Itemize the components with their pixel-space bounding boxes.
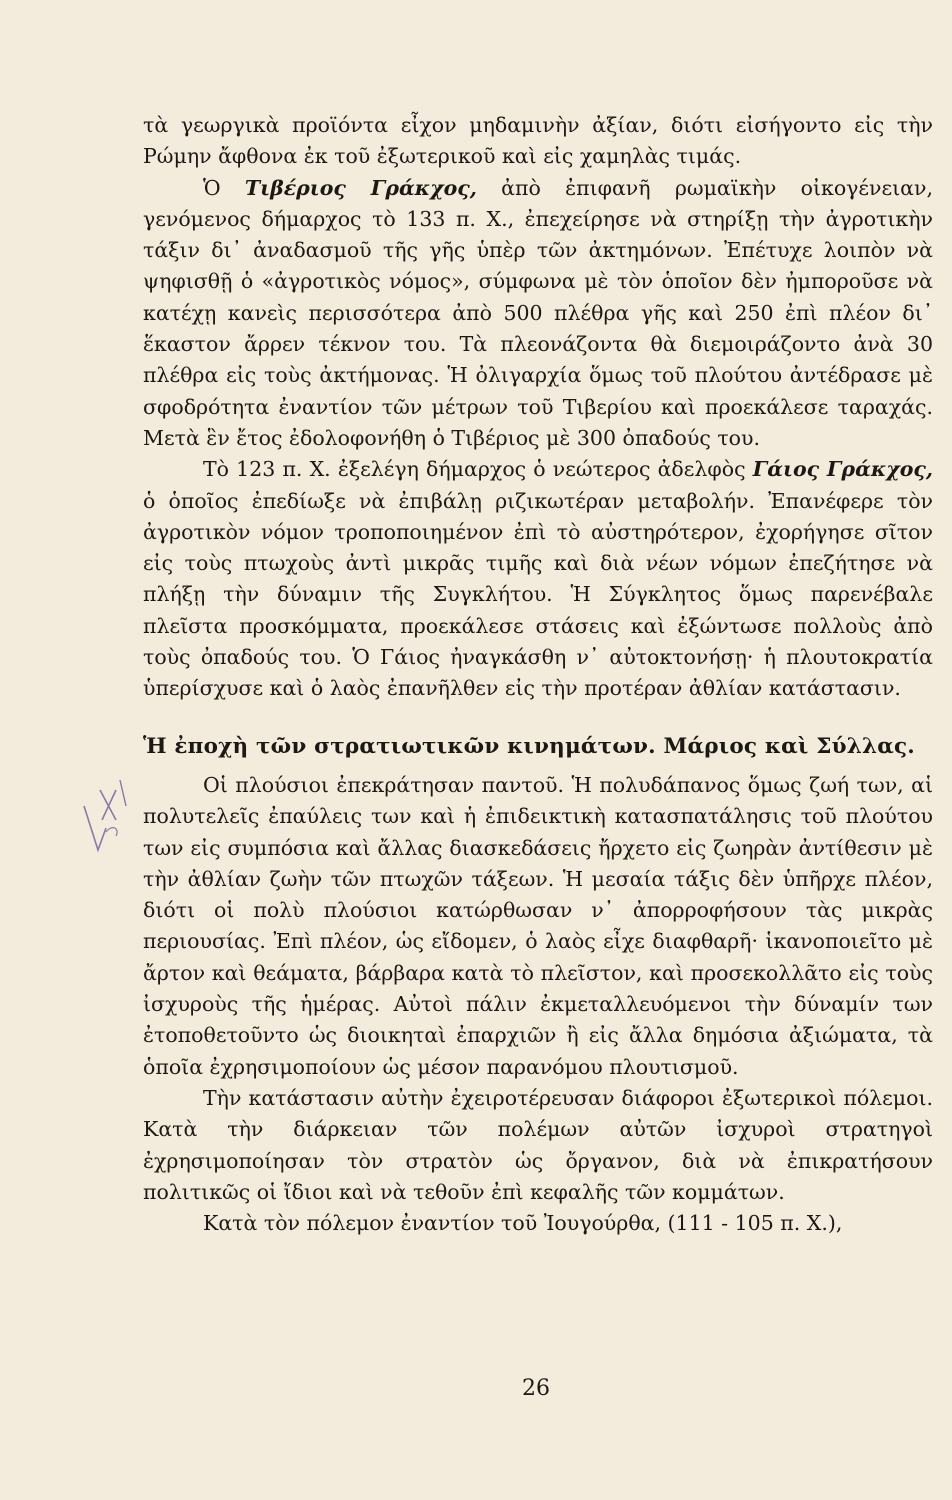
paragraph-lead: Τὸ 123 π. Χ. ἐξελέγη δήμαρχος ὁ νεώτερος ἀδελφὸς [203,457,753,482]
paragraph-text: Τὴν κατάστασιν αὐτὴν ἐχειροτέρευσαν διάφοροι ἐξωτερικοὶ πόλεμοι. Κατὰ τὴν διάρκειαν τῶν πολέμων αὐτῶν ἰσχυροὶ στρατηγοὶ ἐχρησιμοποίησαν τὸν στρατὸν ὡς ὄργανον, διὰ νὰ ἐπικρατήσουν πολιτικῶς οἱ ἴδιοι καὶ νὰ τεθοῦν ἐπὶ κεφαλῆς τῶν κομμάτων. [143,1085,933,1204]
paragraph [143,454,933,704]
body-text [143,110,933,1239]
paragraph [143,1083,933,1208]
paragraph [143,1208,933,1239]
paragraph-text: Κατὰ τὸν πόλεμον ἐναντίον τοῦ Ἰουγούρθα, (111 - 105 π. Χ.), [203,1211,843,1236]
emphasized-name: Γάιος Γράκχος, [752,457,933,482]
section-heading [143,731,933,762]
page-number: 26 [522,1376,550,1401]
emphasized-name: Τιβέριος Γράκχος, [244,175,477,200]
paragraph-lead: Ὁ [203,175,245,200]
section-heading-text: Ἡ ἐποχὴ τῶν στρατιωτικῶν κινημάτων. Μάριος καὶ Σύλλας. [143,733,915,759]
paragraph-text: Οἱ πλούσιοι ἐπεκράτησαν παντοῦ. Ἡ πολυδάπανος ὅμως ζωή των, αἱ πολυτελεῖς ἐπαύλεις των καὶ ἡ ἐπιδεικτικὴ κατασπατάλησις τοῦ πλούτου των εἰς συμπόσια καὶ ἄλλας διασκεδάσεις ἤρχετο εἰς ζωηρὰν ἀντίθεσιν μὲ τὴν ἀθλίαν ζωὴν τῶν πτωχῶν τάξεων. Ἡ μεσαία τάξις δὲν ὑπῆρχε πλέον, διότι οἱ πολὺ πλούσιοι κατώρθωσαν ν᾽ ἀπορροφήσουν τὰς μικρὰς περιουσίας. Ἐπὶ πλέον, ὡς εἴδομεν, ὁ λαὸς εἶχε διαφθαρῆ· ἱκανοποιεῖτο μὲ ἄρτον καὶ θεάματα, βάρβαρα κατὰ τὸ πλεῖστον, καὶ προσεκολλᾶτο εἰς τοὺς ἰσχυροὺς τῆς ἡμέρας. Αὐτοὶ πάλιν ἐκμεταλλευόμενοι τὴν δύναμίν των ἐτοποθετοῦντο ὡς διοικηταὶ ἐπαρχιῶν ἢ εἰς ἄλλα δημόσια ἀξιώματα, τὰ ὁποῖα ἐχρησιμοποίουν ὡς μέσον παρανόμου πλουτισμοῦ. [143,772,933,1079]
paragraph-text: τὰ γεωργικὰ προϊόντα εἶχον μηδαμινὴν ἀξίαν, διότι εἰσήγοντο εἰς τὴν Ρώμην ἄφθονα ἐκ τοῦ ἐξωτερικοῦ καὶ εἰς χαμηλὰς τιμάς. [143,113,933,169]
paragraph [143,110,933,173]
paragraph [143,173,933,455]
paragraph-text: ἀπὸ ἐπιφανῆ ρωμαϊκὴν οἰκογένειαν, γενόμενος δήμαρχος τὸ 133 π. Χ., ἐπεχείρησε νὰ στηρίξῃ τὴν ἀγροτικὴν τάξιν δι᾽ ἀναδασμοῦ τῆς γῆς ὑπὲρ τῶν ἀκτημόνων. Ἐπέτυχε λοιπὸν νὰ ψηφισθῇ ὁ «ἀγροτικὸς νόμος», σύμφωνα μὲ τὸν ὁποῖον δὲν ἠμποροῦσε νὰ κατέχῃ κανεὶς περισσότερα ἀπὸ 500 πλέθρα γῆς καὶ 250 ἐπὶ πλέον δι᾽ ἕκαστον ἄρρεν τέκνον του. Τὰ πλεονάζοντα θὰ διεμοιράζοντο ἀνὰ 30 πλέθρα εἰς τοὺς ἀκτήμονας. Ἡ ὀλιγαρχία ὅμως τοῦ πλούτου ἀντέδρασε μὲ σφοδρότητα ἐναντίον τῶν μέτρων τοῦ Τιβερίου καὶ προεκάλεσε ταραχάς. Μετὰ ἓν ἔτος ἐδολοφονήθη ὁ Τιβέριος μὲ 300 ὀπαδούς του. [143,175,933,450]
paragraph-text: ὁ ὁποῖος ἐπεδίωξε νὰ ἐπιβάλῃ ριζικωτέραν μεταβολήν. Ἐπανέφερε τὸν ἀγροτικὸν νόμον τροποποιημένον ἐπὶ τὸ αὐστηρότερον, ἐχορήγησε σῖτον εἰς τοὺς πτωχοὺς ἀντὶ μικρᾶς τιμῆς καὶ διὰ νέων νόμων ἐπεζήτησε νὰ πλήξῃ τὴν δύναμιν τῆς Συγκλήτου. Ἡ Σύγκλητος ὅμως παρενέβαλε πλεῖστα προσκόμματα, προεκάλεσε στάσεις καὶ ἐξώντωσε πολλοὺς ἀπὸ τοὺς ὀπαδούς του. Ὁ Γάιος ἠναγκάσθη ν᾽ αὐτοκτονήσῃ· ἡ πλουτοκρατία ὑπερίσχυσε καὶ ὁ λαὸς ἐπανῆλθεν εἰς τὴν προτέραν ἀθλίαν κατάστασιν. [143,488,933,701]
paragraph [143,770,933,1083]
handwritten-mark-icon [76,776,136,856]
